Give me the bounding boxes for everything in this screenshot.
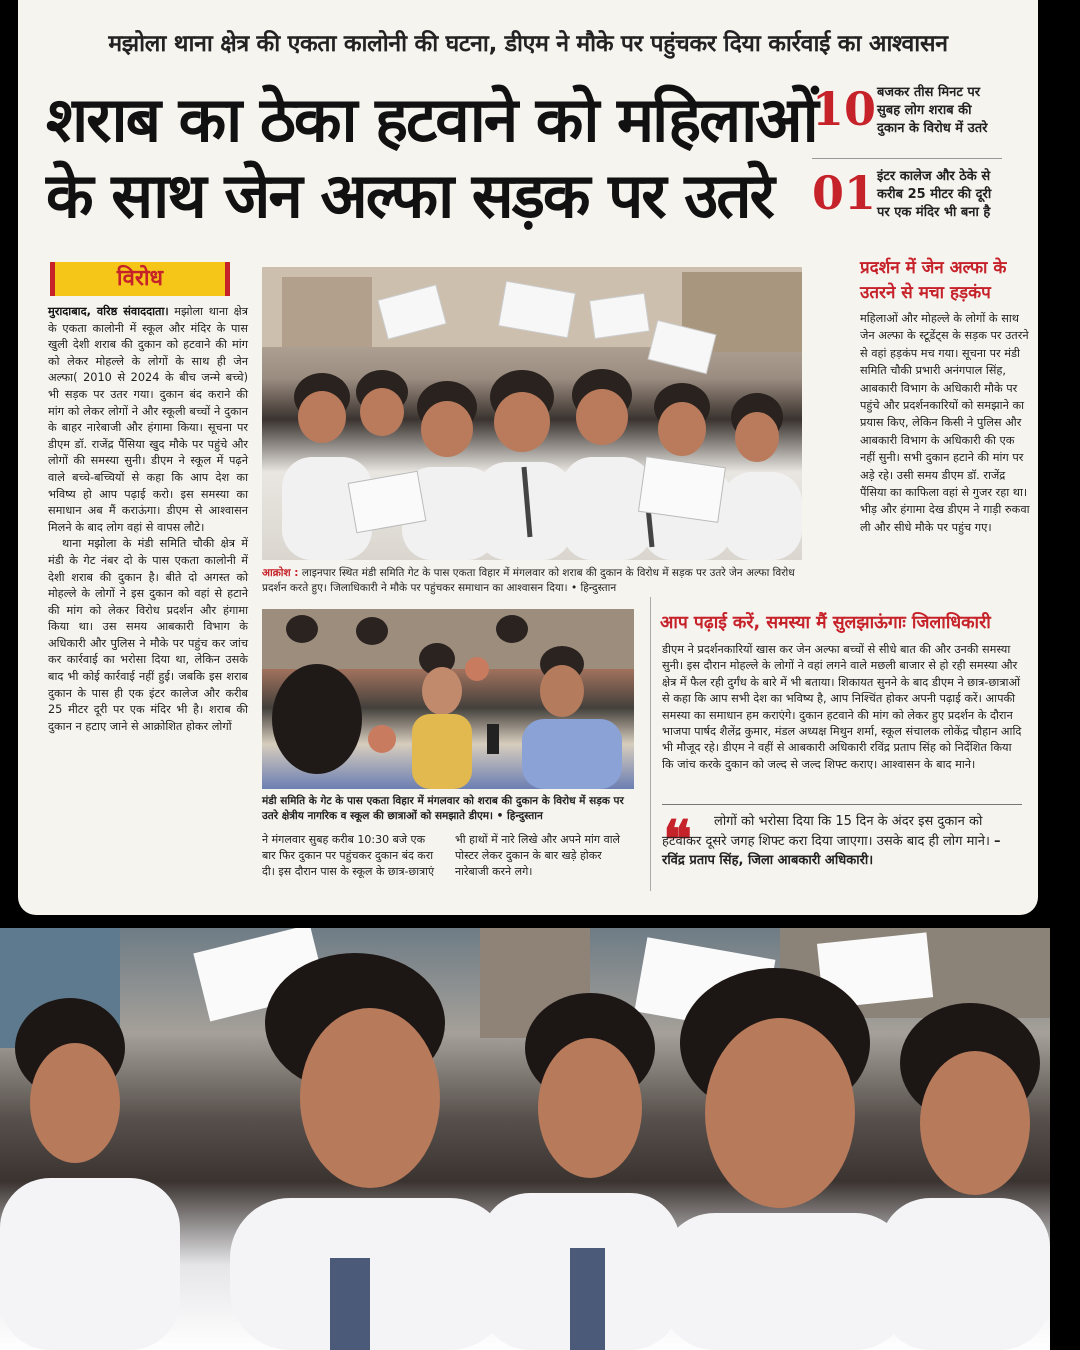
left-column-text: मझोला थाना क्षेत्र के एकता कालोनी में स्कूल और मंदिर के पास खुली देशी शराब की दुकान को हटवाने की मांग को लेकर मोहल्ले के लोगों के साथ ही जेन अल्फा( 2010 से 2024 के बीच जन्मे बच्चे) भी सड़क पर उतर गया। दुकान बंद कराने की मांग को लेकर लोगों ने और स्कूली बच्चों ने दुकान के बाहर नारेबाजी और हंगामा किया। सूचना पर डीएम डॉ. राजेंद्र पैंसिया खुद मौके पर पहुंचे और लोगों की समस्या सुनी। डीएम ने स्कूल में पढ़ने वाले बच्चे-बच्चियों से कहा कि आप देश का भविष्य हो आप पढ़ाई करो। इस समस्या का समाधान अब मैं कराऊंगा। डीएम से आश्वासन मिलने के बाद लोग वहां से वापस लौटे। <box>48 305 248 534</box>
students-illustration <box>0 928 1050 1350</box>
dateline: मुरादाबाद, वरिष्ठ संवाददाता। <box>48 305 169 318</box>
fact-box-1 <box>812 84 1002 138</box>
newspaper-clipping <box>18 0 1038 915</box>
dm-photo-illustration <box>262 609 634 789</box>
kicker: मझोला थाना क्षेत्र की एकता कालोनी की घटना, डीएम ने मौके पर पहुंचकर दिया कार्रवाई का आश्वासन <box>108 31 948 57</box>
left-column-text-2: थाना मझोला के मंडी समिति चौकी क्षेत्र में मंडी के गेट नंबर दो के पास एकता कालोनी में देशी शराब की दुकान है। बीते दो अगस्त को मोहल्ले के लोगों ने इस दुकान को वहां से हटाने की मांग को लेकर विरोध प्रदर्शन और हंगामा किया था। उस समय आबकारी विभाग के अधिकारी और पुलिस ने मौके पर पहुंच कर जांच कर कार्रवाई का भरोसा दिया था, लेकिन उसके बाद भी कोई कार्रवाई नहीं हुई। जबकि इस शराब दुकान के पास ही एक इंटर कालेज और करीब 25 मीटर दूरी पर एक मंदिर भी है। शराब की दुकान न हटाए जाने से आक्रोशित होकर लोगों <box>48 537 248 733</box>
video-frame-students <box>0 928 1050 1350</box>
fact-text: इंटर कालेज और ठेके से करीब 25 मीटर की दूरी पर एक मंदिर भी बना है <box>877 169 992 220</box>
headline <box>46 82 836 234</box>
caption-label: आक्रोश : <box>262 567 299 579</box>
quote-text: लोगों को भरोसा दिया कि 15 दिन के अंदर इस दुकान को हटवाकर दूसरे जगह शिफ्ट करा दिया जाएगा। उसके बाद ही लोग माने। <box>662 814 990 849</box>
headline-line-2: के साथ जेन अल्फा सड़क पर उतरे <box>46 159 773 232</box>
official-quote <box>662 808 1022 872</box>
fact-divider <box>812 158 1002 159</box>
protest-photo <box>262 267 802 560</box>
photo-caption-1 <box>262 566 822 596</box>
left-column <box>48 304 248 735</box>
fact-number: 01 <box>812 166 877 220</box>
quote-divider <box>662 804 1022 805</box>
middle-bottom-text: ने मंगलवार सुबह करीब 10:30 बजे एक बार फिर दुकान पर पहुंचकर दुकान बंद करा दी। इस दौरान पास के स्कूल के छात्र-छात्राएं भी हाथों में नारे लिखे और अपने मांग वाले पोस्टर लेकर दुकान के बार खड़े होकर नारेबाजी करने लगे। <box>262 833 621 878</box>
caption-text: लाइनपार स्थित मंडी समिति गेट के पास एकता विहार में मंगलवार को शराब की दुकान के विरोध में सड़क पर उतरे जेन अल्फा विरोध प्रदर्शन करते हुए। जिलाधिकारी ने मौके पर पहुंचकर समाधान का आश्वासन दिया। • हिन्दुस्तान <box>262 567 795 594</box>
section-tag-label: विरोध <box>116 266 164 291</box>
protest-photo-illustration <box>262 267 802 560</box>
fact-box-2 <box>812 168 1002 222</box>
section-tag <box>50 262 230 296</box>
dm-photo <box>262 609 634 789</box>
side-story-heading: प्रदर्शन में जेन अल्फा के उतरने से मचा हड़कंप <box>860 258 1007 303</box>
dm-statement-heading: आप पढ़ाई करें, समस्या मैं सुलझाऊंगाः जिलाधिकारी <box>660 613 991 633</box>
quote-icon: ❝ <box>663 808 693 872</box>
fact-text: बजकर तीस मिनट पर सुबह लोग शराब की दुकान के विरोध में उतरे <box>877 85 988 136</box>
fact-number: 10 <box>812 82 877 136</box>
photo-caption-2: मंडी समिति के गेट के पास एकता विहार में मंगलवार को शराब की दुकान के विरोध में सड़क पर उतरे क्षेत्रीय नागरिक व स्कूल की छात्राओं को समझाते डीएम। • हिन्दुस्तान <box>262 795 624 822</box>
dm-statement-body: डीएम ने प्रदर्शनकारियों खास कर जेन अल्फा बच्चों से सीधे बात की और उनकी समस्या सुनी। इस दौरान मोहल्ले के लोगों ने वहां लगने वाले मछली बाजार से हो रही समस्या और क्षेत्र में फैल रही दुर्गंध के बारे में भी बताया। शिकायत सुनने के बाद डीएम ने छात्र-छात्राओं से कहा कि आप सभी देश का भविष्य है, आप निश्चिंत होकर अपनी पढ़ाई करें। आपकी समस्या का समाधान हम कराएंगे। दुकान हटवाने की मांग को लेकर हुए प्रदर्शन के दौरान भाजपा पार्षद शैलेंद्र कुमार, मंडल अध्यक्ष मिथुन शर्मा, स्कूल संचालक लोकेंद्र चौहान आदि भी मौजूद रहे। डीएम ने वहीं से आबकारी अधिकारी रविंद्र प्रताप सिंह को निर्देशित किया कि जांच करके दुकान को जल्द से जल्द शिफ्ट कराए। आश्वासन के बाद माने। <box>662 643 1022 771</box>
quote-author: –रविंद्र प्रताप सिंह, जिला आबकारी अधिकारी। <box>662 833 1001 868</box>
headline-line-1: शराब का ठेका हटवाने को महिलाओं <box>46 83 817 156</box>
side-story-body: महिलाओं और मोहल्ले के लोगों के साथ जेन अल्फा के स्टूडेंट्स के सड़क पर उतरने से वहां हड़कंप मच गया। सूचना पर मंडी समिति चौकी प्रभारी अनंगपाल सिंह, आबकारी विभाग के अधिकारी मौके पर पहुंचे और प्रदर्शनकारियों को समझाने का प्रयास किए, लेकिन किसी ने पुलिस और आबकारी विभाग के अधिकारी की एक नहीं सुनी। सभी दुकान हटाने की मांग पर अड़े रहे। उसी समय डीएम डॉ. राजेंद्र पैंसिया का काफिला वहां से गुजर रहा था। भीड़ और हंगामा देख डीएम ने गाड़ी रुकवा ली और सीधे मौके पर पहुंच गए। <box>860 312 1030 534</box>
